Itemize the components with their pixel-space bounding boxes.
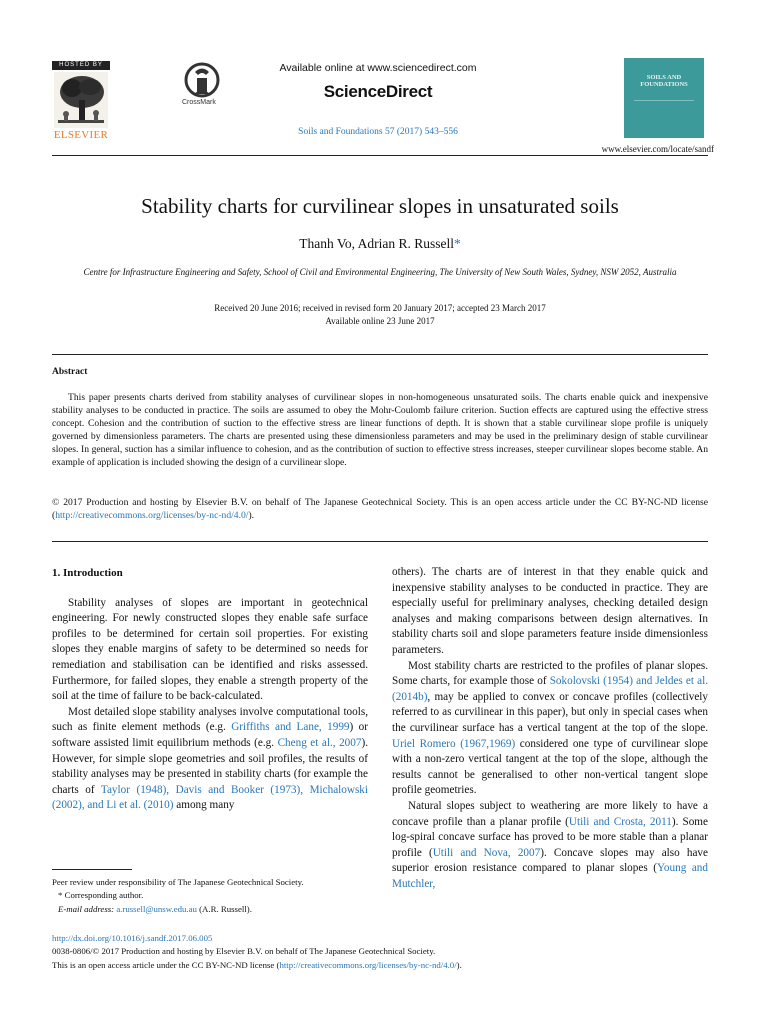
received-dates: Received 20 June 2016; received in revised form 20 January 2017; accepted 23 March 2017 bbox=[214, 303, 546, 313]
text-span: Natural slopes subject to weathering are more likely to have a concave profile than a planar profile ( bbox=[392, 799, 708, 828]
section-heading-introduction: 1. Introduction bbox=[52, 567, 123, 579]
email-suffix: (A.R. Russell). bbox=[196, 903, 252, 914]
intro-paragraph-1: Stability analyses of slopes are important in geotechnical engineering. For newly constructed slopes they enable safe surface profiles to be determined for certain soil properties. For existing slopes they enable margins of safety to be determined so needs for remediation and stabilisation can be identified and risks assessed. Furthermore, for failed slopes, they enable a strength property of the soil at the time of failure to be back-calculated. bbox=[52, 596, 368, 703]
article-dates bbox=[52, 302, 708, 328]
elsevier-tree-icon bbox=[54, 72, 108, 128]
issn-line: 0038-0806/© 2017 Production and hosting by Elsevier B.V. on behalf of The Japanese Geotechnical Society. bbox=[52, 946, 436, 957]
text-span: Most stability charts are restricted to the profiles of planar slopes. Some charts, for example those of bbox=[392, 659, 708, 688]
right-paragraph-1 bbox=[392, 659, 708, 799]
peer-review-note: Peer review under responsibility of The Japanese Geotechnical Society. bbox=[52, 877, 304, 887]
abstract-copyright bbox=[52, 496, 708, 522]
email-label: E-mail address: bbox=[58, 903, 117, 914]
hosted-by-label: HOSTED BY bbox=[52, 61, 110, 70]
abstract-end-divider bbox=[52, 541, 708, 542]
available-online-text: Available online at www.sciencedirect.com bbox=[279, 62, 477, 74]
license-link[interactable]: http://creativecommons.org/licenses/by-nc-nd/4.0/ bbox=[55, 510, 249, 522]
license-line bbox=[52, 959, 708, 972]
doi-link[interactable]: http://dx.doi.org/10.1016/j.sandf.2017.06.005 bbox=[52, 933, 213, 943]
text-span: considered one type of curvilinear slope with a non-zero vertical tangent at the top of the slope, although the results cannot be generalised to other non-vertical tangent slope profile geometries. bbox=[392, 737, 708, 797]
citation-link[interactable]: Sokolovski (1954) and Jeldes et al. (2014b) bbox=[392, 675, 708, 703]
affiliation: Centre for Infrastructure Engineering and Safety, School of Civil and Environmental Engineering, The University of New South Wales, Sydney, NSW 2052, Australia bbox=[83, 267, 677, 277]
text-span: , may be applied to convex or concave profiles (collectively referred to as curvilinear in this paper), but only in special cases when the curvilinear surface has a vertical tangent at the top of the slope. bbox=[392, 690, 708, 734]
corresponding-author-mark[interactable]: * bbox=[454, 236, 461, 251]
text-span: among many bbox=[173, 799, 235, 812]
crossmark-label: CrossMark bbox=[182, 99, 216, 106]
cover-decoration bbox=[634, 100, 694, 131]
sciencedirect-logo[interactable]: ScienceDirect bbox=[323, 82, 433, 101]
abstract-body: This paper presents charts derived from stability analyses of curvilinear slopes in non-homogeneous unsaturated soils. The charts enable quick and inexpensive stability analyses to be conducted in practice. The soils are assumed to obey the Mohr-Coulomb failure criterion. Suction effects are captured using the effective stress concept. Cohesion and the contribution of suction to the effective stress are linear functions of depth. It is shown that a stable curvilinear slope profile is uniquely governed by dimensionless parameters. The charts are presented using these dimensionless parameters and may be used in the preliminary design of stable curvilinear slopes. In general, suction has a similar influence to cohesion, and as the contribution of suction to effective stress increases, steeper curvilinear slopes become stable. An example of application is included showing the design of a curvilinear slope. bbox=[52, 392, 708, 469]
elsevier-logo[interactable] bbox=[52, 61, 110, 141]
text-span: ). Some log-spiral concave surface has proved to be more stable than a planar profile ( bbox=[392, 815, 708, 859]
text-span: ) or software assisted limit equilibrium methods (e.g. bbox=[52, 721, 369, 749]
journal-url[interactable]: www.elsevier.com/locate/sandf bbox=[601, 144, 714, 154]
copyright-text: © 2017 Production and hosting by Elsevier B.V. on behalf of The Japanese Geotechnical Society. This is an open access article under the CC BY-NC-ND license ( bbox=[52, 497, 708, 522]
abstract-heading: Abstract bbox=[52, 367, 88, 377]
footnote-divider bbox=[52, 869, 132, 870]
citation-link[interactable]: Utili and Crosta, 2011 bbox=[568, 815, 672, 828]
available-date: Available online 23 June 2017 bbox=[325, 316, 435, 326]
right-paragraph-2 bbox=[392, 799, 708, 893]
citation-link[interactable]: Young and Mutchler, bbox=[392, 862, 708, 890]
text-span: ). However, for simple slope geometries and soil profiles, the results of stability analyses may be presented in stability charts (for example the charts of bbox=[52, 736, 368, 796]
intro-paragraph-2 bbox=[52, 705, 368, 814]
citation-link[interactable]: Uriel Romero (1967,1969) bbox=[392, 737, 516, 750]
elsevier-wordmark: ELSEVIER bbox=[53, 129, 109, 141]
citation-link[interactable]: Utili and Nova, 2007 bbox=[432, 846, 541, 859]
license-suffix: ). bbox=[456, 959, 462, 970]
citation-link[interactable]: Taylor (1948), Davis and Booker (1973), Michalowski (2002), and Li et al. (2010) bbox=[52, 783, 368, 812]
authors: Thanh Vo, Adrian R. Russell bbox=[299, 236, 454, 251]
journal-cover[interactable] bbox=[624, 58, 704, 138]
citation-link[interactable]: Griffiths and Lane, 1999 bbox=[231, 721, 350, 734]
header-divider bbox=[52, 155, 708, 156]
article-title: Stability charts for curvilinear slopes in unsaturated soils bbox=[141, 194, 619, 218]
corresponding-author-note: * Corresponding author. bbox=[58, 890, 144, 901]
text-span: ). Concave slopes may also have superior erosion resistance compared to planar slopes ( bbox=[392, 846, 708, 875]
right-paragraph-continued: others). The charts are of interest in that they enable quick and inexpensive stability analyses to be conducted in practice. They are especially useful for preliminary analyses, checking detailed design analyses and making comparisons between design alternatives. In stability charts soil and slope parameters feature inside dimensionless parameters. bbox=[392, 566, 708, 656]
license-prefix: This is an open access article under the CC BY-NC-ND license ( bbox=[52, 959, 280, 970]
text-span: Most detailed slope stability analyses involve computational tools, such as finite element methods (e.g. bbox=[52, 705, 368, 734]
cover-title: SOILS AND FOUNDATIONS bbox=[640, 74, 688, 88]
author-line bbox=[52, 236, 708, 252]
article-bottom-info bbox=[52, 932, 708, 972]
abstract-divider bbox=[52, 354, 708, 355]
email-link[interactable]: a.russell@unsw.edu.au bbox=[116, 903, 197, 914]
email-note bbox=[52, 903, 382, 916]
right-column bbox=[392, 565, 708, 892]
citation-link[interactable]: Cheng et al., 2007 bbox=[277, 736, 362, 749]
copyright-suffix: ). bbox=[248, 510, 255, 522]
footnotes bbox=[52, 876, 382, 916]
license-link-bottom[interactable]: http://creativecommons.org/licenses/by-nc-nd/4.0/ bbox=[279, 959, 457, 970]
journal-reference-link[interactable]: Soils and Foundations 57 (2017) 543–556 bbox=[298, 127, 458, 137]
left-column bbox=[52, 566, 368, 814]
